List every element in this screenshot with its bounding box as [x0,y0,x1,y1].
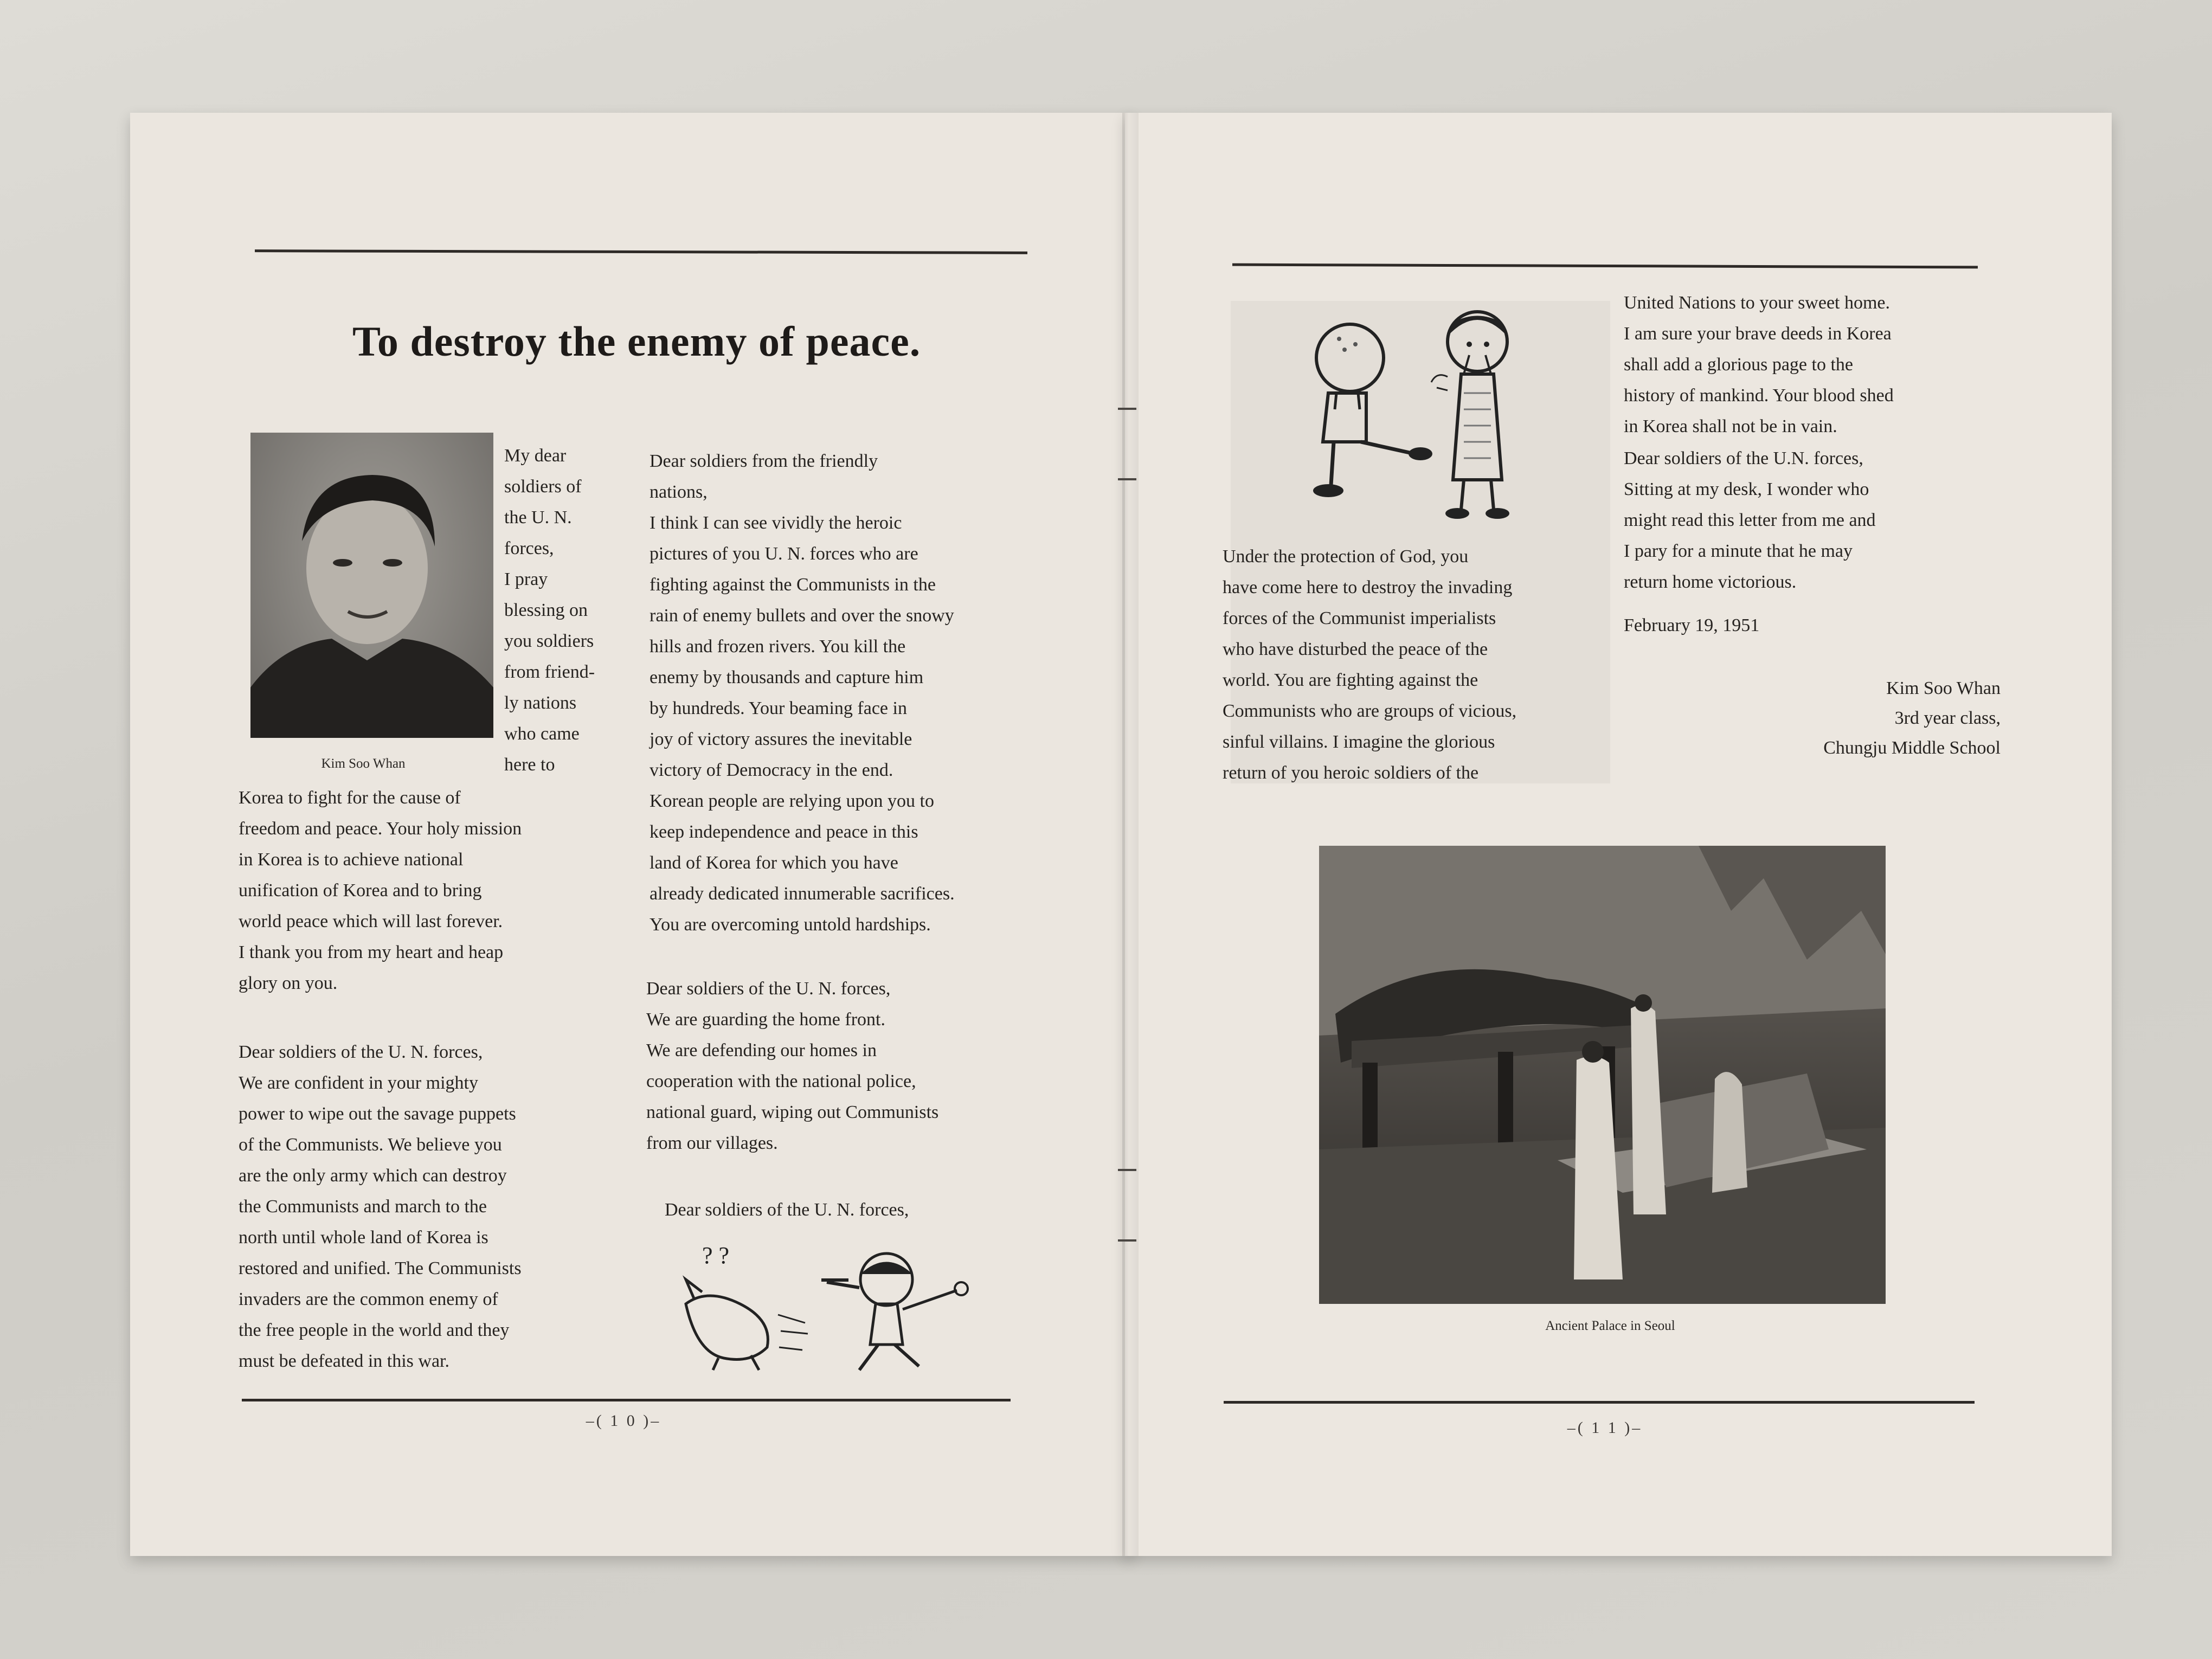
binding-stitch [1118,1239,1136,1242]
cartoon-two-boys [1285,301,1534,529]
text-line: must be defeated in this war. [239,1351,450,1371]
right-column1-paragraph [1223,541,1591,788]
text-line: here to [504,755,555,775]
text-line: nations, [650,482,708,502]
text-line: I think I can see vividly the heroic [650,513,902,533]
text-line: sinful villains. I imagine the glorious [1223,732,1495,752]
text-line: might read this letter from me and [1624,510,1876,530]
text-line: Korean people are relying upon you to [650,791,934,811]
text-line: already dedicated innumerable sacrifices. [650,884,955,904]
column1-paragraph1 [239,782,618,999]
text-line: in Korea shall not be in vain. [1624,416,1837,436]
text-line: enemy by thousands and capture him [650,667,924,687]
text-line: You are overcoming untold hardships. [650,915,931,935]
text-line: Dear soldiers from the friendly [650,451,878,471]
text-line: forces, [504,538,554,558]
signature-line: Chungju Middle School [1823,738,2001,758]
text-line: I thank you from my heart and heap [239,942,504,962]
right-column2-paragraph2 [1624,443,1987,597]
svg-text:? ?: ? ? [702,1242,730,1269]
text-line: Korea to fight for the cause of [239,788,461,808]
text-line: the Communists and march to the [239,1197,487,1217]
column2-paragraph3 [665,1194,1023,1225]
text-line: We are defending our homes in [646,1040,877,1060]
text-line: ly nations [504,693,577,713]
text-line: return of you heroic soldiers of the [1223,763,1479,783]
portrait-photo [250,433,493,738]
text-line: hills and frozen rivers. You kill the [650,636,906,657]
text-line: land of Korea for which you have [650,853,898,873]
binding-stitch [1118,478,1136,480]
text-line: the free people in the world and they [239,1320,510,1340]
text-line: history of mankind. Your blood shed [1624,385,1894,406]
page-number-11: –( 1 1 )– [1567,1419,1643,1437]
text-line: Sitting at my desk, I wonder who [1624,479,1869,499]
text-line: blessing on [504,600,588,620]
text-line: Dear soldiers of the U.N. forces, [1624,448,1863,468]
text-line: My dear [504,446,567,466]
text-line: pictures of you U. N. forces who are [650,544,918,564]
text-line: shall add a glorious page to the [1624,355,1854,375]
column2-paragraph1 [650,446,1026,940]
text-line: Dear soldiers of the U. N. forces, [646,979,891,999]
text-line: rain of enemy bullets and over the snowy [650,606,954,626]
text-line: return home victorious. [1624,572,1797,592]
text-line: restored and unified. The Communists [239,1258,522,1278]
text-line: invaders are the common enemy of [239,1289,498,1309]
text-line: We are guarding the home front. [646,1009,885,1030]
book-gutter [1122,113,1139,1556]
text-line: of the Communists. We believe you [239,1135,502,1155]
text-line: soldiers of [504,477,582,497]
column2-paragraph2 [646,973,1023,1159]
signature-block [1773,673,2001,763]
text-line: in Korea is to achieve national [239,850,464,870]
column1-paragraph2 [239,1037,618,1377]
text-line: unification of Korea and to bring [239,880,482,901]
text-line: Dear soldiers of the U. N. forces, [239,1042,483,1062]
text-line: from our villages. [646,1133,778,1153]
text-line: Under the protection of God, you [1223,546,1469,567]
text-line: from friend- [504,662,595,682]
text-line: who came [504,724,580,744]
text-line: national guard, wiping out Communists [646,1102,939,1122]
text-line: joy of victory assures the inevitable [650,729,912,749]
text-line: you soldiers [504,631,594,651]
bottom-rule-left [242,1399,1011,1401]
signature-line: 3rd year class, [1894,708,2001,728]
letter-date: February 19, 1951 [1624,615,1760,635]
text-line: keep independence and peace in this [650,822,918,842]
text-line: We are confident in your mighty [239,1073,478,1093]
text-line: I am sure your brave deeds in Korea [1624,324,1892,344]
text-line: have come here to destroy the invading [1223,577,1513,597]
text-line: fighting against the Communists in the [650,575,936,595]
text-line: Dear soldiers of the U. N. forces, [665,1200,909,1220]
signature-line: Kim Soo Whan [1886,678,2001,698]
text-line: freedom and peace. Your holy mission [239,819,522,839]
text-line: who have disturbed the peace of the [1223,639,1488,659]
text-line: United Nations to your sweet home. [1624,293,1891,313]
portrait-caption: Kim Soo Whan [321,756,406,771]
text-line: power to wipe out the savage puppets [239,1104,516,1124]
palace-photo [1319,846,1886,1304]
text-line: are the only army which can destroy [239,1166,507,1186]
binding-stitch [1118,408,1136,410]
page-title: To destroy the enemy of peace. [352,318,921,365]
palace-caption: Ancient Palace in Seoul [1545,1319,1675,1333]
page-number-10: –( 1 0 )– [586,1412,661,1430]
text-line: I pray [504,569,548,589]
bottom-rule-right [1224,1401,1975,1404]
cartoon-boy-chasing-dog [664,1228,989,1380]
text-line: victory of Democracy in the end. [650,760,893,780]
text-line: world. You are fighting against the [1223,670,1478,690]
text-line: forces of the Communist imperialists [1223,608,1496,628]
text-line: north until whole land of Korea is [239,1227,488,1248]
column1-opening [504,440,622,780]
text-line: Communists who are groups of vicious, [1223,701,1517,721]
binding-stitch [1118,1169,1136,1171]
right-column2-paragraph1 [1624,287,1987,442]
text-line: world peace which will last forever. [239,911,503,931]
text-line: I pary for a minute that he may [1624,541,1853,561]
text-line: by hundreds. Your beaming face in [650,698,907,718]
text-line: glory on you. [239,973,338,993]
text-line: the U. N. [504,507,572,528]
text-line: cooperation with the national police, [646,1071,916,1091]
